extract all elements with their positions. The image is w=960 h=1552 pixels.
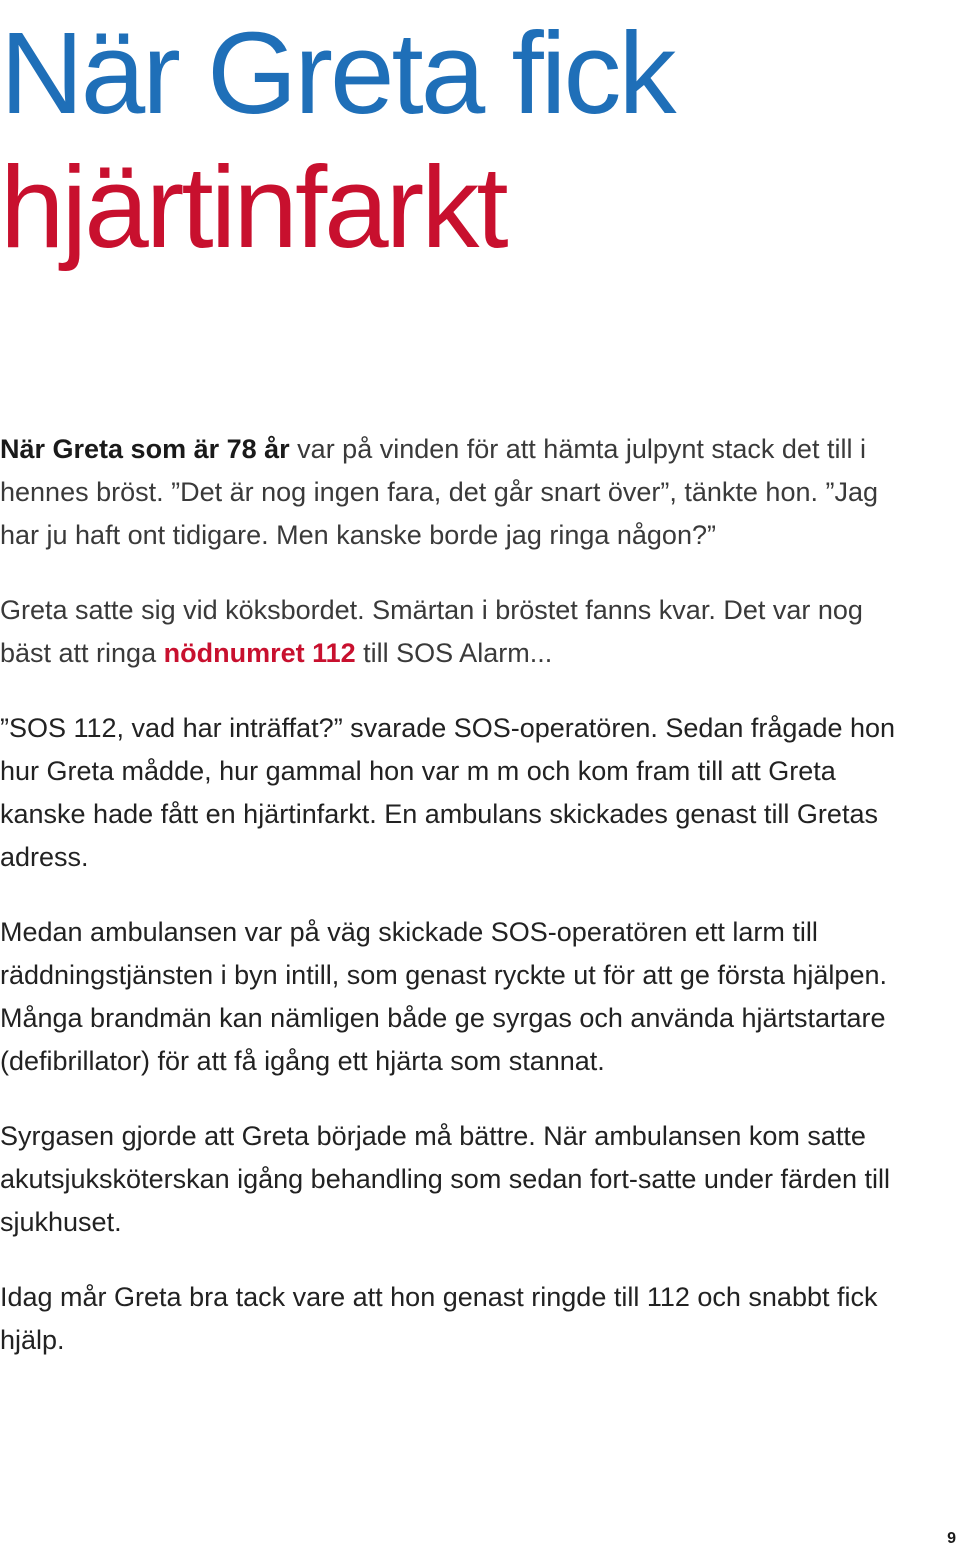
paragraph-intro (0, 428, 900, 557)
intro-rest: var på vinden för att hämta julpynt stack det till i hennes bröst. ”Det är nog ingen fara, det går snart över”, tänkte hon. ”Jag har ju haft ont tidigare. Men kanske borde jag ringa någon?” (0, 434, 879, 550)
emergency-number-highlight: nödnumret 112 (163, 638, 356, 668)
call-end: till SOS Alarm... (355, 638, 553, 668)
paragraph-call (0, 589, 900, 675)
paragraph-rescue: Medan ambulansen var på väg skickade SOS-operatören ett larm till räddningstjänsten i byn intill, som genast ryckte ut för att ge första hjälpen. Många brandmän kan nämligen både ge syrgas och använda hjärtstartare (defibrillator) för att få igång ett hjärta som stannat. (0, 917, 887, 1076)
intro-lead: När Greta som är 78 år (0, 434, 290, 464)
article-body (0, 428, 900, 1362)
paragraph-oxygen: Syrgasen gjorde att Greta började må bättre. När ambulansen kom satte akutsjuksköterskan igång behandling som sedan fort-satte under färden till sjukhuset. (0, 1121, 891, 1237)
paragraph-operator: ”SOS 112, vad har inträffat?” svarade SOS-operatören. Sedan frågade hon hur Greta mådde, hur gammal hon var m m och kom fram till att Greta kanske hade fått en hjärtinfarkt. En ambulans skickades genast till Gretas adress. (0, 713, 896, 872)
paragraph-outcome: Idag mår Greta bra tack vare att hon genast ringde till 112 och snabbt fick hjälp. (0, 1282, 878, 1355)
call-start: Greta satte sig vid köksbordet. Smärtan i bröstet fanns kvar. Det var nog bäst att ringa (0, 595, 863, 668)
page-title (0, 0, 673, 274)
page-number: 9 (947, 1530, 956, 1547)
title-line-1: När Greta fick (0, 8, 674, 138)
title-line-2: hjärtinfarkt (0, 142, 506, 272)
